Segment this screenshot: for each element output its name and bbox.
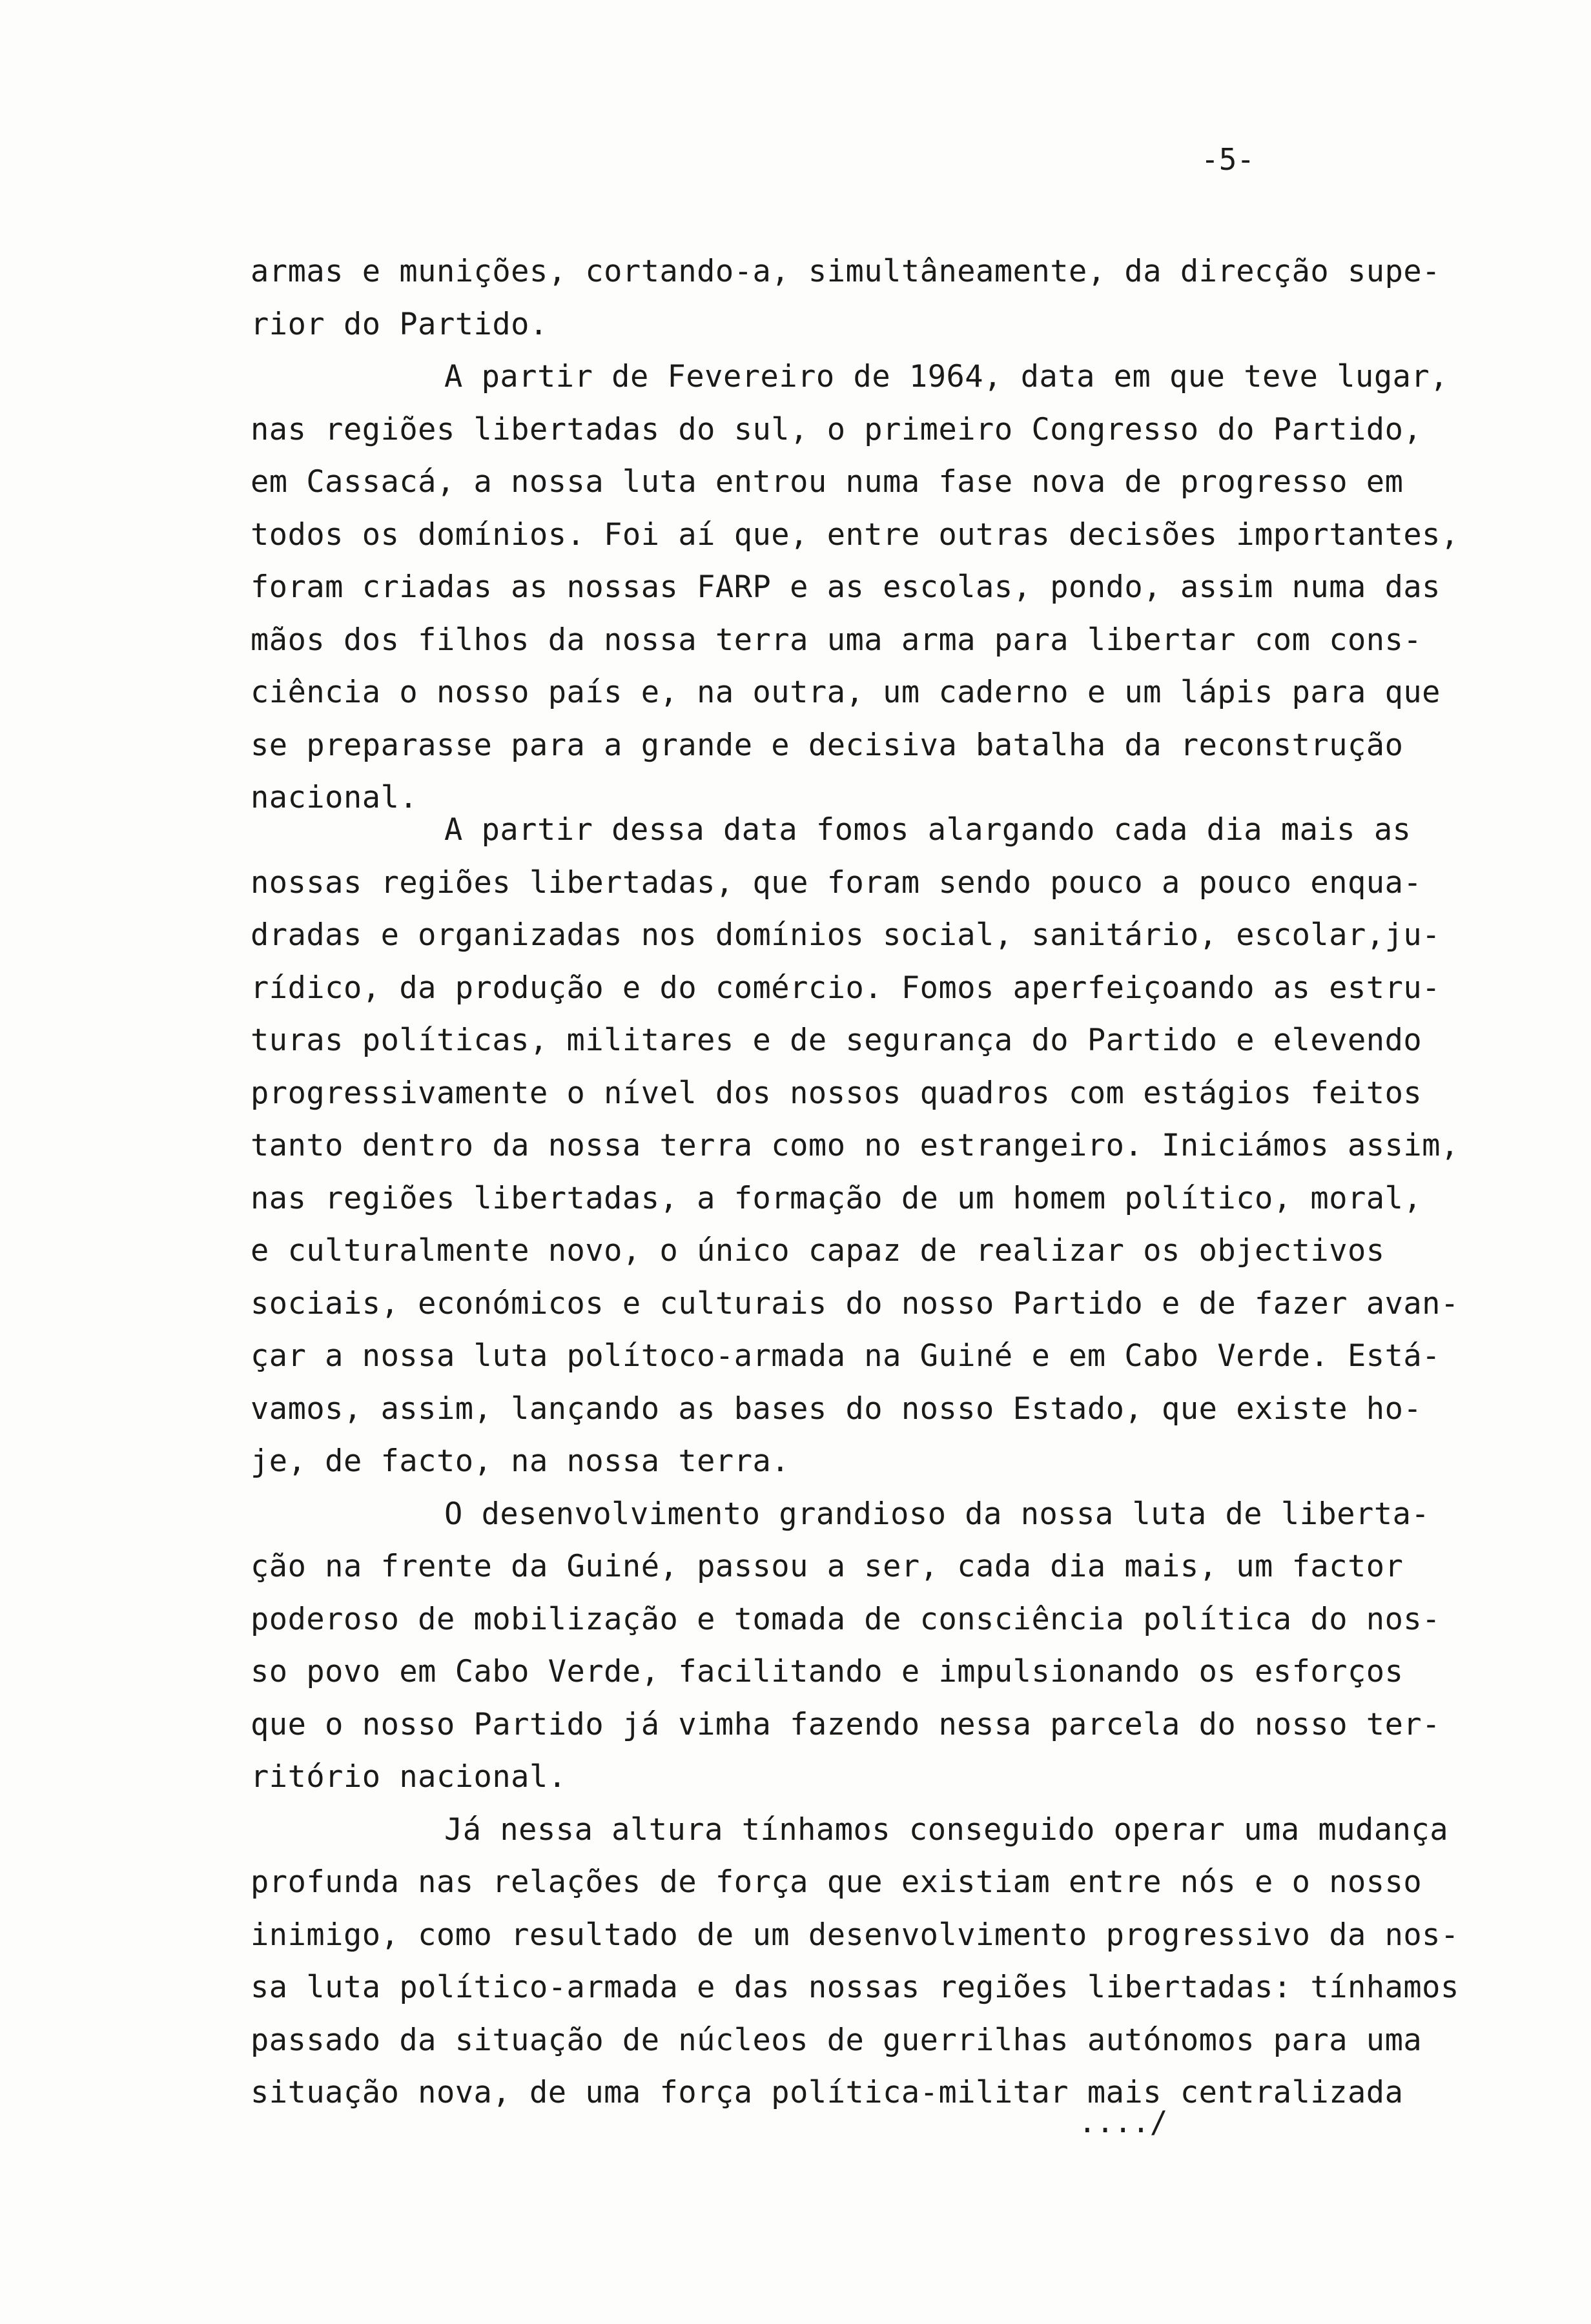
text-line: nacional.: [251, 780, 418, 815]
text-line: ção na frente da Guiné, passou a ser, cada dia mais, um factor: [251, 1549, 1404, 1584]
text-line: se preparasse para a grande e decisiva batalha da reconstrução: [251, 727, 1404, 763]
text-line: nas regiões libertadas, a formação de um homem político, moral,: [251, 1180, 1422, 1216]
text-line: poderoso de mobilização e tomada de consciência política do nos-: [251, 1601, 1441, 1637]
text-line: O desenvolvimento grandioso da nossa luta de liberta-: [444, 1496, 1430, 1532]
text-line: profunda nas relações de força que existiam entre nós e o nosso: [251, 1864, 1422, 1900]
text-line: vamos, assim, lançando as bases do nosso Estado, que existe ho-: [251, 1391, 1422, 1427]
text-line: nas regiões libertadas do sul, o primeiro Congresso do Partido,: [251, 411, 1422, 447]
text-line: rídico, da produção e do comércio. Fomos aperfeiçoando as estru-: [251, 970, 1441, 1006]
text-line: sa luta político-armada e das nossas regiões libertadas: tínhamos: [251, 1970, 1459, 2005]
text-line: e culturalmente novo, o único capaz de realizar os objectivos: [251, 1233, 1385, 1269]
text-line: ciência o nosso país e, na outra, um caderno e um lápis para que: [251, 675, 1441, 710]
text-line: je, de facto, na nossa terra.: [251, 1443, 790, 1479]
text-line: turas políticas, militares e de segurança do Partido e elevendo: [251, 1023, 1422, 1058]
text-line: sociais, económicos e culturais do nosso Partido e de fazer avan-: [251, 1285, 1459, 1321]
text-line: so povo em Cabo Verde, facilitando e impulsionando os esforços: [251, 1654, 1404, 1689]
text-line: que o nosso Partido já vimha fazendo nessa parcela do nosso ter-: [251, 1706, 1441, 1742]
text-line: ritório nacional.: [251, 1759, 567, 1795]
text-line: progressivamente o nível dos nossos quadros com estágios feitos: [251, 1075, 1422, 1111]
text-line: rior do Partido.: [251, 306, 548, 342]
text-line: tanto dentro da nossa terra como no estrangeiro. Iniciámos assim,: [251, 1128, 1459, 1163]
text-line: Já nessa altura tínhamos conseguido operar uma mudança: [444, 1811, 1449, 1848]
page-number: -5-: [1201, 142, 1255, 177]
text-line: foram criadas as nossas FARP e as escolas, pondo, assim numa das: [251, 569, 1441, 605]
text-line: inimigo, como resultado de um desenvolvimento progressivo da nos-: [251, 1917, 1459, 1953]
text-line: A partir de Fevereiro de 1964, data em que teve lugar,: [444, 359, 1449, 394]
text-line: dradas e organizadas nos domínios social, sanitário, escolar,ju-: [251, 917, 1441, 953]
text-line: todos os domínios. Foi aí que, entre outras decisões importantes,: [251, 516, 1459, 553]
text-line: armas e munições, cortando-a, simultâneamente, da direcção supe-: [251, 254, 1441, 289]
text-line: situação nova, de uma força política-militar mais centralizada: [251, 2075, 1404, 2110]
text-line: passado da situação de núcleos de guerrilhas autónomos para uma: [251, 2022, 1422, 2058]
text-line: nossas regiões libertadas, que foram sendo pouco a pouco enqua-: [251, 864, 1422, 901]
text-line: mãos dos filhos da nossa terra uma arma para libertar com cons-: [251, 622, 1422, 658]
text-line: em Cassacá, a nossa luta entrou numa fase nova de progresso em: [251, 464, 1404, 500]
text-line: A partir dessa data fomos alargando cada dia mais as: [444, 812, 1411, 848]
body-text: [251, 245, 1497, 2119]
continuation-mark: ..../: [1078, 2105, 1168, 2139]
text-line: çar a nossa luta polítoco-armada na Guiné e em Cabo Verde. Está-: [251, 1338, 1441, 1374]
